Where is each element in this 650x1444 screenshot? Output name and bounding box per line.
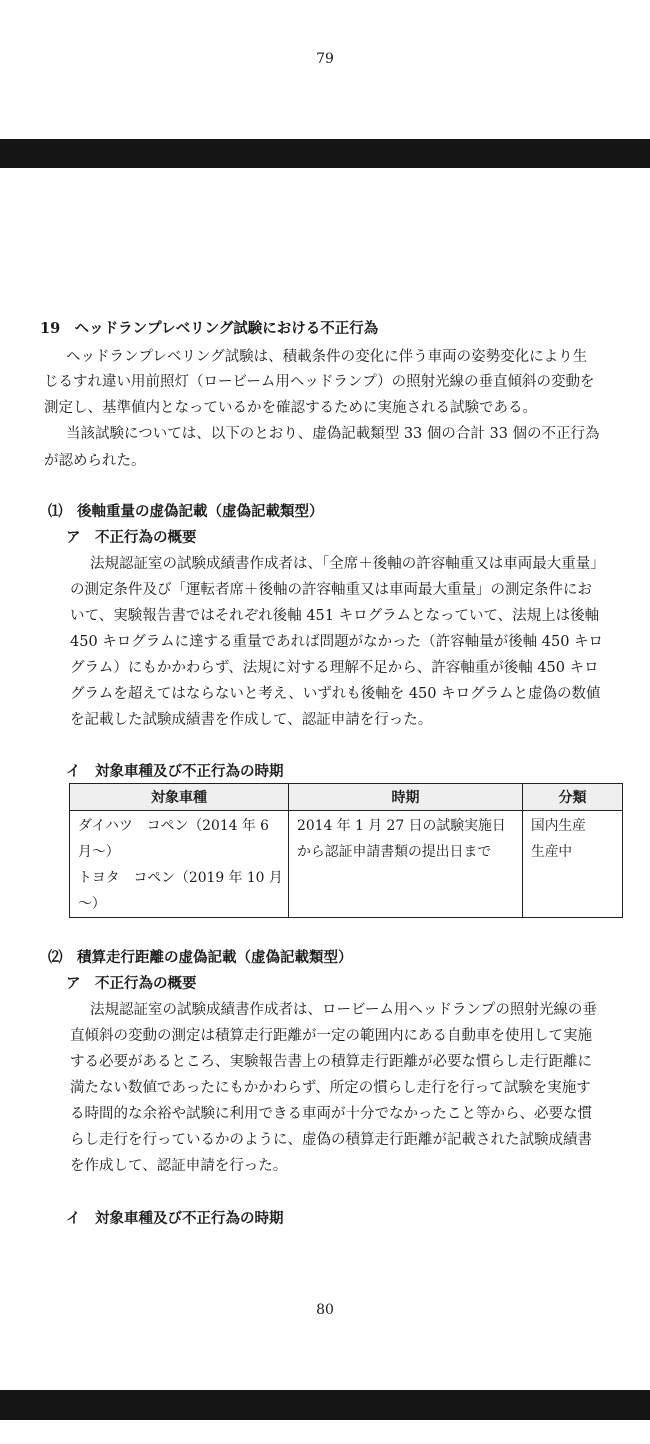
subsection-heading: ⑵ 積算走行距離の虚偽記載（虚偽記載類型） <box>48 949 353 966</box>
table-header-row <box>70 784 623 811</box>
para-line: を記載した試験成績書を作成して、認証申請を行った。 <box>70 712 433 728</box>
page-number-bottom: 80 <box>316 1302 334 1318</box>
sub-item-heading: ア 不正行為の概要 <box>66 975 197 992</box>
para-line: が認められた。 <box>44 453 146 469</box>
cell-classification <box>523 811 623 918</box>
para-line: 法規認証室の試験成績書作成者は、「全席＋後軸の許容軸重又は車両最大重量」 <box>90 556 605 572</box>
sub-item-heading: イ 対象車種及び不正行為の時期 <box>66 763 284 780</box>
para-line: 法規認証室の試験成績書作成者は、ロービーム用ヘッドランプの照射光線の垂 <box>90 1002 597 1018</box>
page-separator-bar <box>0 139 650 168</box>
cell-line: 生産中 <box>531 844 573 860</box>
cell-line: 2014 年 1 月 27 日の試験実施日 <box>297 818 506 834</box>
cell-line: ～） <box>78 896 106 912</box>
table-row <box>70 811 623 918</box>
para-line: 測定し、基準値内となっているかを確認するために実施される試験である。 <box>44 400 537 416</box>
para-line: いて、実験報告書ではそれぞれ後軸 451 キログラムとなっていて、法規上は後軸 <box>70 608 600 624</box>
para-line: グラムを超えてはならないと考え、いずれも後軸を 450 キログラムと虚偽の数値 <box>70 686 601 702</box>
target-vehicles-table <box>69 783 623 918</box>
subsection-heading: ⑴ 後軸重量の虚偽記載（虚偽記載類型） <box>48 503 324 520</box>
sub-item-heading: イ 対象車種及び不正行為の時期 <box>66 1210 284 1227</box>
para-line: らし走行を行っているかのように、虚偽の積算走行距離が記載された試験成績書 <box>70 1132 592 1148</box>
section-heading: 19 ヘッドランプレベリング試験における不正行為 <box>40 320 379 337</box>
cell-line: から認証申請書類の提出日まで <box>297 844 492 860</box>
page-number-top: 79 <box>316 51 334 67</box>
cell-line: 月～） <box>78 844 120 860</box>
para-line: 450 キログラムに達する重量であれば問題がなかった（許容軸量が後軸 450 キロ <box>70 634 604 650</box>
cell-line: 国内生産 <box>531 818 586 834</box>
header-classification: 分類 <box>523 784 623 811</box>
para-line: の測定条件及び「運転者席＋後軸の許容軸重又は車両最大重量」の測定条件にお <box>70 582 592 598</box>
para-line: 直傾斜の変動の測定は積算走行距離が一定の範囲内にある自動車を使用して実施 <box>70 1028 592 1044</box>
para-line: じるすれ違い用前照灯（ロービーム用ヘッドランプ）の照射光線の垂直傾斜の変動を <box>44 374 595 390</box>
para-line: ヘッドランプレベリング試験は、積載条件の変化に伴う車両の姿勢変化により生 <box>66 349 588 365</box>
para-line: を作成して、認証申請を行った。 <box>70 1158 288 1174</box>
cell-line: ダイハツ コペン（2014 年 6 <box>78 818 269 834</box>
header-vehicle: 対象車種 <box>70 784 289 811</box>
para-line: グラム）にもかかわらず、法規に対する理解不足から、許容軸重が後軸 450 キロ <box>70 660 599 676</box>
sub-item-heading: ア 不正行為の概要 <box>66 529 197 546</box>
page-separator-bar <box>0 1390 650 1420</box>
cell-period <box>289 811 523 918</box>
para-line: 当該試験については、以下のとおり、虚偽記載類型 33 個の合計 33 個の不正行為 <box>66 426 600 442</box>
para-line: る時間的な余裕や試験に利用できる車両が十分でなかったこと等から、必要な慣 <box>70 1106 592 1122</box>
cell-line: トヨタ コペン（2019 年 10 月 <box>78 870 283 886</box>
header-period: 時期 <box>289 784 523 811</box>
cell-vehicle <box>70 811 289 918</box>
para-line: する必要があるところ、実験報告書上の積算走行距離が必要な慣らし走行距離に <box>70 1054 592 1070</box>
para-line: 満たない数値であったにもかかわらず、所定の慣らし走行を行って試験を実施す <box>70 1080 591 1096</box>
